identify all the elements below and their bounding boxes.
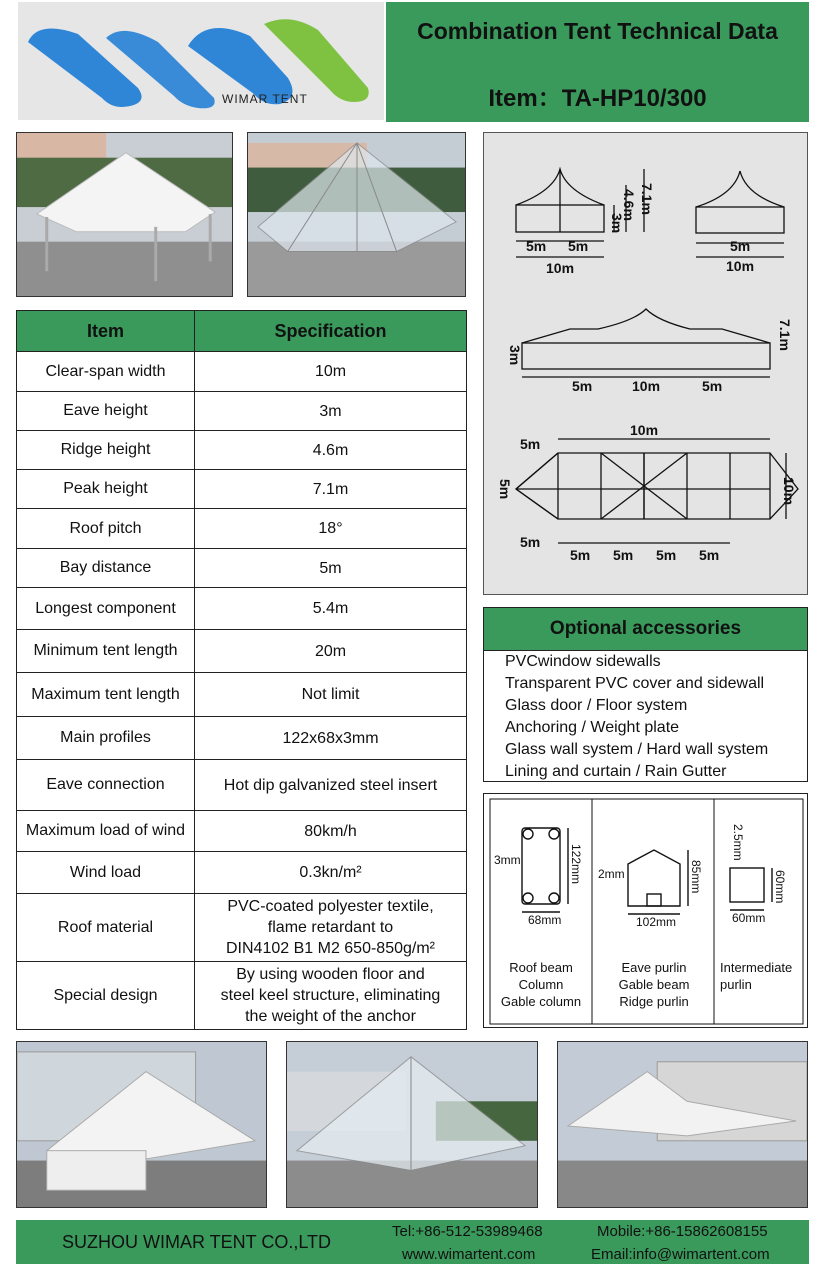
- plan-dim-5m-corner: 5m: [520, 534, 541, 550]
- list-item: Lining and curtain / Rain Gutter: [505, 763, 727, 780]
- row-spec: 4.6m: [195, 431, 467, 470]
- logo-wordmark: WIMAR TENT: [222, 92, 308, 106]
- profile1-dim-thickness: 3mm: [494, 853, 521, 867]
- long-dim-10m: 10m: [632, 378, 661, 394]
- long-dim-7-1m: 7.1m: [777, 319, 793, 351]
- table-row: [17, 549, 467, 588]
- logo-panel: [18, 2, 384, 120]
- row-item: Eave height: [17, 392, 195, 431]
- col-header-item: Item: [17, 311, 195, 352]
- tent-photo-transparent: [247, 132, 466, 297]
- front-dim-10m: 10m: [546, 260, 575, 276]
- row-item: Maximum load of wind: [17, 811, 195, 852]
- profile1-dim-width: 68mm: [528, 913, 562, 927]
- plan-dim-5m-left: 5m: [497, 479, 513, 500]
- page-title: Combination Tent Technical Data: [417, 18, 778, 44]
- list-item: PVCwindow sidewalls: [505, 653, 661, 670]
- plan-dim-5m-1: 5m: [570, 547, 591, 563]
- table-row: [17, 431, 467, 470]
- table-row: [17, 811, 467, 852]
- row-item: Longest component: [17, 588, 195, 630]
- tent-photo-combination: [557, 1041, 808, 1208]
- profile2-caption-2: Gable beam: [618, 977, 690, 992]
- footer-mobile: Mobile:+86-15862608155: [597, 1223, 768, 1240]
- list-item: Transparent PVC cover and sidewall: [505, 675, 765, 692]
- tent-photo-white: [16, 132, 233, 297]
- table-row: [17, 894, 467, 962]
- row-item: Ridge height: [17, 431, 195, 470]
- row-spec: PVC-coated polyester textile, flame retardant to DIN4102 B1 M2 650-850g/m²: [195, 894, 467, 962]
- front-dim-5m-a: 5m: [526, 238, 547, 254]
- profile1-caption-1: Roof beam: [509, 960, 573, 975]
- footer-tel: Tel:+86-512-53989468: [392, 1223, 543, 1240]
- footer-website-link[interactable]: www.wimartent.com: [402, 1246, 536, 1263]
- row-spec: 10m: [195, 352, 467, 392]
- tent-photo-clear-roof: [286, 1041, 538, 1208]
- plan-dim-5m-2: 5m: [613, 547, 634, 563]
- long-dim-3m: 3m: [507, 345, 523, 366]
- plan-dim-5m-4: 5m: [699, 547, 720, 563]
- profile1-caption-3: Gable column: [500, 994, 582, 1009]
- front-dim-7-1m: 7.1m: [639, 183, 655, 215]
- profile2-dim-width: 102mm: [636, 915, 677, 929]
- row-spec: 122x68x3mm: [195, 717, 467, 760]
- spec-table-header: [17, 311, 467, 352]
- row-spec: 80km/h: [195, 811, 467, 852]
- plan-dim-5m-3: 5m: [656, 547, 677, 563]
- profile3-caption-1: Intermediate: [720, 960, 793, 975]
- row-item: Minimum tent length: [17, 630, 195, 673]
- accessories-title: Optional accessories: [549, 618, 742, 639]
- front-dim-5m-b: 5m: [568, 238, 589, 254]
- row-item: Main profiles: [17, 717, 195, 760]
- wimar-logo-icon: [18, 2, 384, 120]
- row-spec: 20m: [195, 630, 467, 673]
- list-item: Anchoring / Weight plate: [505, 719, 680, 736]
- row-spec: 5.4m: [195, 588, 467, 630]
- profile3-dim-width: 60mm: [732, 911, 766, 925]
- row-spec: 18°: [195, 509, 467, 549]
- row-item: Roof pitch: [17, 509, 195, 549]
- row-item: Roof material: [17, 894, 195, 962]
- long-elevation-drawing: [522, 309, 770, 377]
- long-dim-5m-b: 5m: [702, 378, 723, 394]
- table-row: [17, 852, 467, 894]
- intermediate-purlin-profile-drawing: [730, 868, 772, 910]
- profile-sections-panel: [483, 793, 808, 1028]
- long-dim-5m-a: 5m: [572, 378, 593, 394]
- row-item: Peak height: [17, 470, 195, 509]
- table-row: [17, 717, 467, 760]
- table-row: [17, 352, 467, 392]
- table-row: [17, 392, 467, 431]
- profile1-caption-2: Column: [518, 977, 564, 992]
- profile2-dim-height: 85mm: [689, 860, 703, 894]
- profile1-dim-height: 122mm: [569, 844, 583, 885]
- accessories-list: [505, 651, 768, 783]
- table-row: [17, 962, 467, 1030]
- front-dim-4-6m: 4.6m: [621, 189, 637, 221]
- table-row: [17, 673, 467, 717]
- row-spec: Not limit: [195, 673, 467, 717]
- roof-beam-profile-drawing: [522, 828, 568, 912]
- footer-email-link[interactable]: Email:info@wimartent.com: [591, 1246, 770, 1263]
- profile3-dim-thickness: 2.5mm: [731, 824, 745, 861]
- tent-photo-sidewalls: [16, 1041, 267, 1208]
- side-dim-10m: 10m: [726, 258, 755, 274]
- row-item: Wind load: [17, 852, 195, 894]
- profile2-dim-thickness: 2mm: [598, 867, 625, 881]
- tent-dimension-diagram: [483, 132, 808, 595]
- side-dim-5m: 5m: [730, 238, 751, 254]
- plan-dim-10m-right: 10m: [781, 477, 797, 506]
- row-spec: 7.1m: [195, 470, 467, 509]
- list-item: Glass wall system / Hard wall system: [505, 741, 769, 758]
- row-item: Bay distance: [17, 549, 195, 588]
- spec-table: [16, 310, 467, 1030]
- row-spec: By using wooden floor and steel keel structure, eliminating the weight of the anchor: [195, 962, 467, 1030]
- plan-dim-10m-top: 10m: [630, 422, 659, 438]
- col-header-spec: Specification: [195, 311, 467, 352]
- row-spec: 3m: [195, 392, 467, 431]
- row-spec: 5m: [195, 549, 467, 588]
- profile2-caption-3: Ridge purlin: [619, 994, 689, 1009]
- profile3-dim-height: 60mm: [773, 870, 787, 904]
- floor-plan-drawing: [516, 439, 798, 543]
- row-item: Eave connection: [17, 760, 195, 811]
- profile2-caption-1: Eave purlin: [621, 960, 687, 975]
- item-code: Item：TA-HP10/300: [488, 85, 707, 112]
- table-row: [17, 630, 467, 673]
- row-spec: 0.3kn/m²: [195, 852, 467, 894]
- profile3-caption-2: purlin: [720, 977, 752, 992]
- row-item: Clear-span width: [17, 352, 195, 392]
- row-item: Special design: [17, 962, 195, 1030]
- footer-company-name: SUZHOU WIMAR TENT CO.,LTD: [62, 1232, 332, 1252]
- eave-purlin-profile-drawing: [628, 850, 688, 914]
- row-spec: Hot dip galvanized steel insert: [195, 760, 467, 811]
- plan-dim-5m-top: 5m: [520, 436, 541, 452]
- row-item: Maximum tent length: [17, 673, 195, 717]
- front-dim-3m: 3m: [609, 213, 625, 234]
- list-item: Glass door / Floor system: [505, 697, 688, 714]
- table-row: [17, 470, 467, 509]
- table-row: [17, 760, 467, 811]
- table-row: [17, 588, 467, 630]
- table-row: [17, 509, 467, 549]
